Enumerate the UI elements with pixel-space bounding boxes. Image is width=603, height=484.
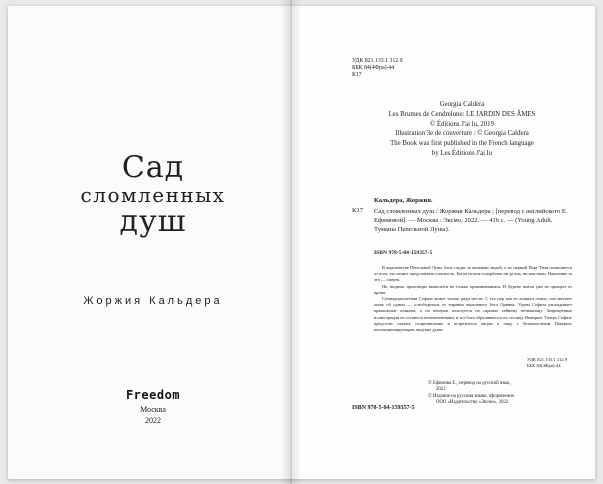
annotation-paragraph: Но, видимо, приговоры выносятся не только провинившимся. И Дерево ныток уже не прощает от крови.: [374, 283, 572, 295]
copyright-line: © Ефимова Е., перевод на русский язык,: [428, 381, 511, 386]
author-name: Жоржия Кальдера: [83, 295, 223, 307]
copyright-line: ООО «Издательство «Эксмо», 2022: [436, 400, 509, 406]
copyright-page: [298, 6, 595, 479]
isbn-top: ISBN 978-5-04-159357-5: [374, 250, 433, 256]
udc-code: УДК 821.133.1 312.9: [352, 58, 403, 64]
bib-code: К17: [352, 207, 363, 214]
book-title: [8, 150, 298, 239]
udc-code: УДК 821.133.1 312.9: [527, 357, 567, 362]
book-spread: [8, 6, 595, 479]
annotation-paragraph: В королевстве Пепельной Луны боги следят за жизнями людей, а их первый Пакт Тени позволяется от всех, кто может представлять опасность. Богов нельзя оскорблять ни делом, ни мыслями. Наказание за это — смерть.: [374, 265, 573, 283]
title-line-1: Сад: [121, 150, 185, 185]
publisher-block: [8, 388, 298, 426]
rights-line: Illustration 3e de couverture : © Georgia Caldera: [395, 130, 529, 138]
author-sign: К17: [352, 72, 362, 79]
publication-year: 2022: [145, 416, 161, 425]
bbk-code: ББК 84(4Фра)-44: [352, 65, 395, 72]
udc-bottom: [527, 357, 567, 369]
publisher-logo: Freedom: [125, 388, 181, 402]
title-line-2: сломленных: [80, 183, 226, 207]
bib-author: Кальдера, Жоржия.: [374, 197, 433, 204]
publisher-city: Москва: [140, 405, 166, 414]
copyright-notice: [428, 381, 588, 407]
bbk-code: ББК 84(4Фра)-44: [527, 363, 561, 368]
original-rights: [332, 100, 592, 159]
annotation-paragraph: Семнадцатилетняя Сефиза живет только ради мести. С тех пор как ее лишили семьи, она мечтает лишь об одном — освободиться от тирании верховного бога Орвина. Угром Сефиза раскидывает крамольные плакаты, а по вечерам пользуется на скрипке тайному незнакомцу. Запрещенные иллюстрации не остаются незамеченными, и тот бога обрушивается на столицу Империи. Теперь Сефизе предстоит оказать сопротивление и встретиться лицом к лицу с безжалостным Пакером, коллекционирующим людские души.: [374, 296, 572, 333]
rights-line: Les Brumes de Cendrelune: LE JARDIN DES ÂMES: [388, 110, 536, 118]
rights-line: The Book was first published in the French language: [390, 140, 534, 148]
isbn-bottom: ISBN 978-5-04-159357-5: [352, 405, 415, 411]
rights-line: © Éditions J'ai lu, 2019: [430, 120, 494, 128]
bib-description: Сад сломленных душ / Жоржия Кальдера ; [перевод с английского Е. Ефимовой]. — Москва : Эксмо, 2022. — 416 с. — (Young Adult. Туманы Пепельной Луны).: [374, 208, 568, 234]
udc-top: [352, 58, 402, 80]
rights-line: by Les Éditions J'ai lu: [431, 149, 493, 157]
copyright-line: 2022: [436, 387, 446, 393]
title-page: [8, 6, 298, 479]
title-line-3: душ: [119, 204, 187, 239]
annotation: [374, 265, 572, 333]
copyright-line: © Издание на русском языке, оформление.: [428, 393, 515, 399]
rights-line: Georgia Caldera: [439, 101, 485, 108]
